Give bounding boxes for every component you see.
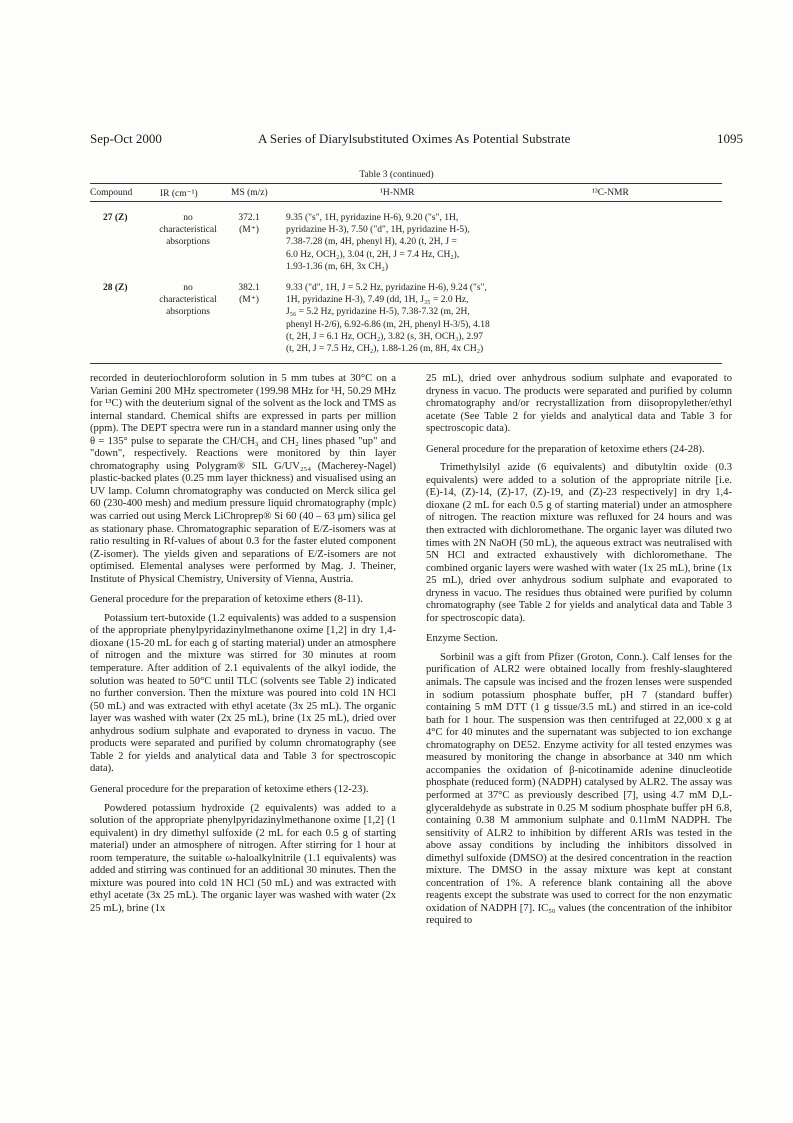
table-row-28-ms: 382.1 (M⁺) bbox=[238, 283, 260, 306]
table-row-28-hnmr: 9.33 ("d", 1H, J = 5.2 Hz, pyridazine H-6), 9.24 ("s", 1H, pyridazine H-3), 7.49 (dd, 1H, J₃₅ = 2.0 Hz, J₅₆ = 5.2 Hz, pyridazine H-5), 7.38-7.32 (m, 2H, phenyl H-2/6), 6.92-6.86 (m, 2H, phenyl H-3/5), 4.18 (t, 2H, J = 6.1 Hz, OCH₂), 3.82 (s, 3H, OCH₃), 2.97 (t, 2H, J = 7.5 Hz, CH₂), 1.88-1.26 (m, 8H, 4x CH₂) bbox=[286, 283, 490, 355]
section-heading: Enzyme Section. bbox=[426, 633, 498, 645]
table-row-27-ms: 372.1 (M⁺) bbox=[238, 213, 260, 236]
section-heading: General procedure for the preparation of ketoxime ethers (24-28). bbox=[426, 443, 705, 455]
paragraph: Sorbinil was a gift from Pfizer (Groton, Conn.). Calf lenses for the purification of ALR2 were obtained locally from freshly-slaughtered animals. The capsule was incised and the frozen lenses were suspended in sodium potassium phosphate buffer, pH 7 (standard buffer) containing 5 mM DTT (1 g tissue/3.5 mL) and stirred in an ice-cold bath for 1 hour. The suspension was then centrifuged at 22,000 x g at 4°C for 40 minutes and the supernatant was subjected to ion exchange chromatography on DE52. Enzyme activity for all tested enzymes was measured by monitoring the change in absorbance at 340 nm which accompanies the oxidation of β-nicotinamide adenine dinucleotide phosphate (reduced form) (NADPH) catalysed by ALR2. The assay was performed at 37°C as previously described [7], using 4.7 mM D,L-glyceraldehyde as substrate in 0.25 M sodium phosphate buffer pH 6.8, containing 0.38 M ammonium sulphate and 0.11mM NADPH. The sensitivity of ALR2 to inhibition by different ARIs was tested in the above assay conditions by including the inhibitors dissolved in dimethyl sulfoxide (DMSO) at the desired concentration in the reaction mixture. The DMSO in the assay mixture was kept at constant concentration of 1%. A reference blank containing all the above reagents except the substrate was used to correct for the non enzymatic oxidation of NADPH [7]. IC₅₀ values (the concentration of the inhibitor required to bbox=[426, 651, 732, 927]
table-header-ms: MS (m/z) bbox=[231, 188, 268, 198]
table-row-27-ir: no characteristical absorptions bbox=[159, 213, 217, 248]
paragraph: Potassium tert-butoxide (1.2 equivalents) was added to a suspension of the appropriate phenylpyridazinylmethanone oxime [1,2] in dry 1,4-dioxane (15-20 mL for each g of starting material) under an atmosphere of nitrogen and the mixture was stirred for 30 minutes at room temperature. After addition of 2.1 equivalents of the alkyl iodide, the solution was heated to 50°C until TLC (solvents see Table 2) indicated no further conversion. Then the mixture was poured into cold 1N HCl (50 mL) and was extracted with ethyl acetate (3x 25 mL). The organic layer was washed with water (2x 25 mL), brine (1x 25 mL), dried over anhydrous sodium sulphate and evaporated to dryness in vacuo. The products were separated and purified by column chromatography (see Table 2 for yields and analytical data and Table 3 for spectroscopic data). bbox=[90, 612, 396, 775]
table-bottom-rule bbox=[90, 363, 722, 364]
table-header-cnmr: ¹³C-NMR bbox=[592, 188, 629, 198]
table-top-rule bbox=[90, 183, 722, 184]
table-header-ir: IR (cm⁻¹) bbox=[160, 189, 198, 199]
table-row-27-compound: 27 (Z) bbox=[103, 213, 128, 223]
paragraph: 25 mL), dried over anhydrous sodium sulphate and evaporated to dryness in vacuo. The products were separated and purified by column chromatography and/or recrystallization from diisopropylether/ethyl acetate (See Table 2 for yields and analytical data and Table 3 for spectroscopic data). bbox=[426, 373, 732, 435]
table-row-27-hnmr: 9.35 ("s", 1H, pyridazine H-6), 9.20 ("s", 1H, pyridazine H-3), 7.50 ("d", 1H, pyridazine H-5), 7.38-7.28 (m, 4H, phenyl H), 4.20 (t, 2H, J = 6.0 Hz, OCH₂), 3.04 (t, 2H, J = 7.4 Hz, CH₂), 1.93-1.36 (m, 6H, 3x CH₂) bbox=[286, 213, 470, 272]
page-number: 1095 bbox=[717, 131, 743, 146]
table-header-compound: Compound bbox=[90, 188, 133, 198]
table-header-rule bbox=[90, 201, 722, 202]
right-text-column bbox=[426, 373, 732, 928]
table-row-28-ir: no characteristical absorptions bbox=[159, 283, 217, 318]
section-heading: General procedure for the preparation of ketoxime ethers (12-23). bbox=[90, 783, 369, 795]
paragraph: Powdered potassium hydroxide (2 equivalents) was added to a solution of the appropriate phenylpyridazinylmethanone oxime [1,2] (1 equivalent) in dry dimethyl sulfoxide (2 mL for each 0.5 g of starting material) under an atmosphere of nitrogen. After stirring for 1 hour at room temperature, the suitable ω-haloalkylnitrile (1.1 equivalents) was added and stirring was continued for an additional 30 minutes. Then the mixture was poured into cold 1N HCl (50 mL) and was extracted with ethyl acetate (3x 25 mL). The organic layer was washed with water (2x 25 mL), brine (1x bbox=[90, 802, 396, 914]
left-text-column bbox=[90, 373, 396, 915]
paragraph: Trimethylsilyl azide (6 equivalents) and dibutyltin oxide (0.3 equivalents) were added to a solution of the appropriate nitrile [i.e. (E)-14, (Z)-14, (Z)-17, (Z)-19, and (Z)-23 respectively] in dry 1,4-dioxane (2 mL for each 0.5 g of starting material) under an atmosphere of nitrogen. The reaction mixture was refluxed for 24 hours and was then extracted with dichloromethane. The organic layer was diluted two times with 2N NaOH (50 mL), the aqueous extract was neutralised with 5N HCl and extracted exhaustively with dichloromethane. The combined organic layers were washed with water (1x 25 mL), brine (1x 25 mL), dried over anhydrous sodium sulphate and evaporated to dryness in vacuo. The residues thus obtained were purified by column chromatography (see Table 2 for yields and analytical data and Table 3 for spectroscopic data). bbox=[426, 462, 732, 624]
running-header-date: Sep-Oct 2000 bbox=[90, 131, 162, 146]
table-row-28-compound: 28 (Z) bbox=[103, 283, 128, 293]
section-heading: General procedure for the preparation of ketoxime ethers (8-11). bbox=[90, 594, 363, 606]
table-header-hnmr: ¹H-NMR bbox=[380, 188, 415, 198]
table-caption: Table 3 (continued) bbox=[359, 170, 434, 180]
running-header-title: A Series of Diarylsubstituted Oximes As Potential Substrate bbox=[258, 131, 571, 146]
paragraph: recorded in deuteriochloroform solution in 5 mm tubes at 30°C on a Varian Gemini 200 MHz spectrometer (199.98 MHz for ¹H, 50.29 MHz for ¹³C) with the deuterium signal of the solvent as the lock and TMS as internal standard. Chemical shifts are expressed in parts per million (ppm). The DEPT spectra were run in a standard manner using only the θ = 135° pulse to separate the CH/CH₃ and CH₂ lines phased "up" and "down", respectively. Reactions were monitored by thin layer chromatography using Polygram® SIL G/UV₂₅₄ (Macherey-Nagel) plastic-backed plates (0.25 mm layer thickness) and visualised using an UV lamp. Column chromatography was conducted on Merck silica gel 60 (230-400 mesh) and medium pressure liquid chromatography (mplc) was carried out using Merck LiChroprep® Si 60 (40 – 63 μm) silica gel as stationary phase. Chromatographic separation of E/Z-isomers was at ratio resulting in Rf-values of about 0.3 for the faster eluted component (Z-isomer). The yields given and separations of E/Z-isomers are not optimised. Elemental analyses were performed by Mag. J. Theiner, Institute of Physical Chemistry, University of Vienna, Austria. bbox=[90, 373, 396, 585]
